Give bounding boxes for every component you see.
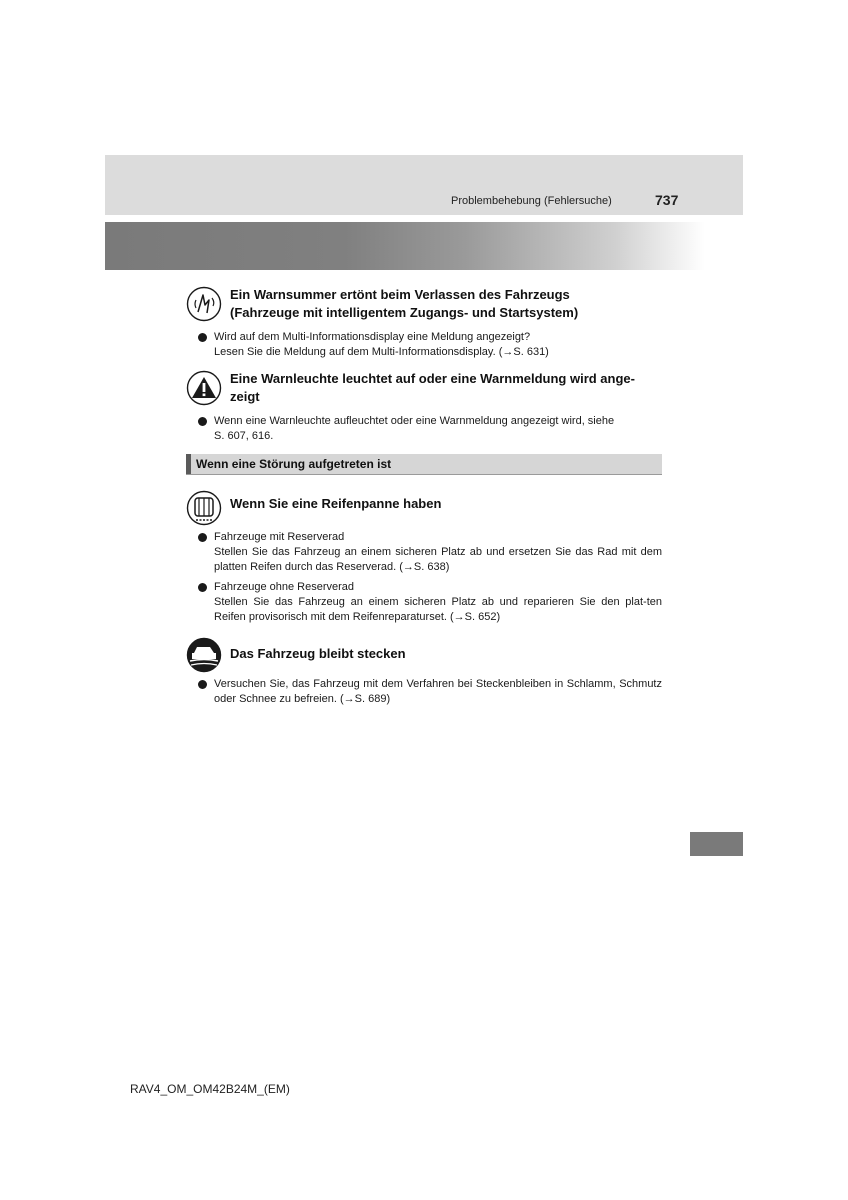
bullet-dot	[198, 533, 207, 542]
section-heading	[186, 286, 662, 324]
bullet-text: Wird auf dem Multi-Informationsdisplay eine Meldung angezeigt?	[214, 331, 531, 343]
chapter-title: Problembehebung (Fehlersuche)	[451, 195, 612, 207]
section-title: Das Fahrzeug bleibt stecken	[230, 646, 406, 661]
section-flat-tire	[186, 490, 662, 625]
list-item	[186, 414, 662, 444]
bullet-text: Versuchen Sie, das Fahrzeug mit dem Verfahren bei Steckenbleiben in Schlamm, Schmutz oder Schnee zu befreien. (→S. 689)	[214, 678, 662, 705]
bullet-dot	[198, 680, 207, 689]
bullet-label: Fahrzeuge mit Reserverad	[214, 531, 345, 543]
list-item	[186, 530, 662, 575]
tire-icon	[186, 490, 222, 526]
section-buzzer	[186, 286, 662, 360]
section-stuck	[186, 637, 662, 707]
bullet-text: Stellen Sie das Fahrzeug an einem sicheren Platz ab und reparieren Sie den plat-ten Reifen provisorisch mit dem Reifenreparaturset. (→S. 652)	[214, 596, 662, 623]
bullet-label: Fahrzeuge ohne Reserverad	[214, 581, 355, 593]
section-title-line2: (Fahrzeuge mit intelligentem Zugangs- und Startsystem)	[230, 305, 579, 320]
page-number: 737	[655, 192, 679, 208]
bullet-text: S. 607, 616.	[214, 430, 274, 442]
gradient-banner	[105, 222, 705, 270]
bullet-text: Lesen Sie die Meldung auf dem Multi-Informationsdisplay. (→S. 631)	[214, 346, 549, 358]
document-code: RAV4_OM_OM42B24M_(EM)	[130, 1082, 290, 1096]
stuck-car-icon	[186, 637, 222, 673]
section-warning	[186, 370, 662, 444]
bullet-dot	[198, 417, 207, 426]
section-title: Wenn Sie eine Reifenpanne haben	[230, 496, 442, 511]
section-title-line1: Ein Warnsummer ertönt beim Verlassen des Fahrzeugs	[230, 287, 570, 302]
bullet-dot	[198, 333, 207, 342]
section-heading	[186, 370, 662, 408]
section-title-line1: Eine Warnleuchte leuchtet auf oder eine Warnmeldung wird ange-	[230, 371, 635, 386]
header-band	[105, 155, 743, 215]
list-item	[186, 330, 662, 360]
section-heading	[186, 490, 662, 528]
list-item	[186, 677, 662, 707]
section-title-line2: zeigt	[230, 389, 260, 404]
list-item	[186, 580, 662, 625]
bullet-text: Stellen Sie das Fahrzeug an einem sicheren Platz ab und ersetzen Sie das Rad mit dem platten Reifen durch das Reserverad. (→S. 638)	[214, 546, 662, 573]
buzzer-icon	[186, 286, 222, 322]
heading-accent	[186, 454, 191, 474]
section-heading	[186, 637, 662, 675]
chapter-tab	[690, 832, 743, 856]
subsection-title: Wenn eine Störung aufgetreten ist	[196, 457, 392, 471]
warning-triangle-icon	[186, 370, 222, 406]
bullet-text: Wenn eine Warnleuchte aufleuchtet oder eine Warnmeldung angezeigt wird, siehe	[214, 415, 615, 427]
subsection-heading	[186, 454, 662, 475]
bullet-dot	[198, 583, 207, 592]
